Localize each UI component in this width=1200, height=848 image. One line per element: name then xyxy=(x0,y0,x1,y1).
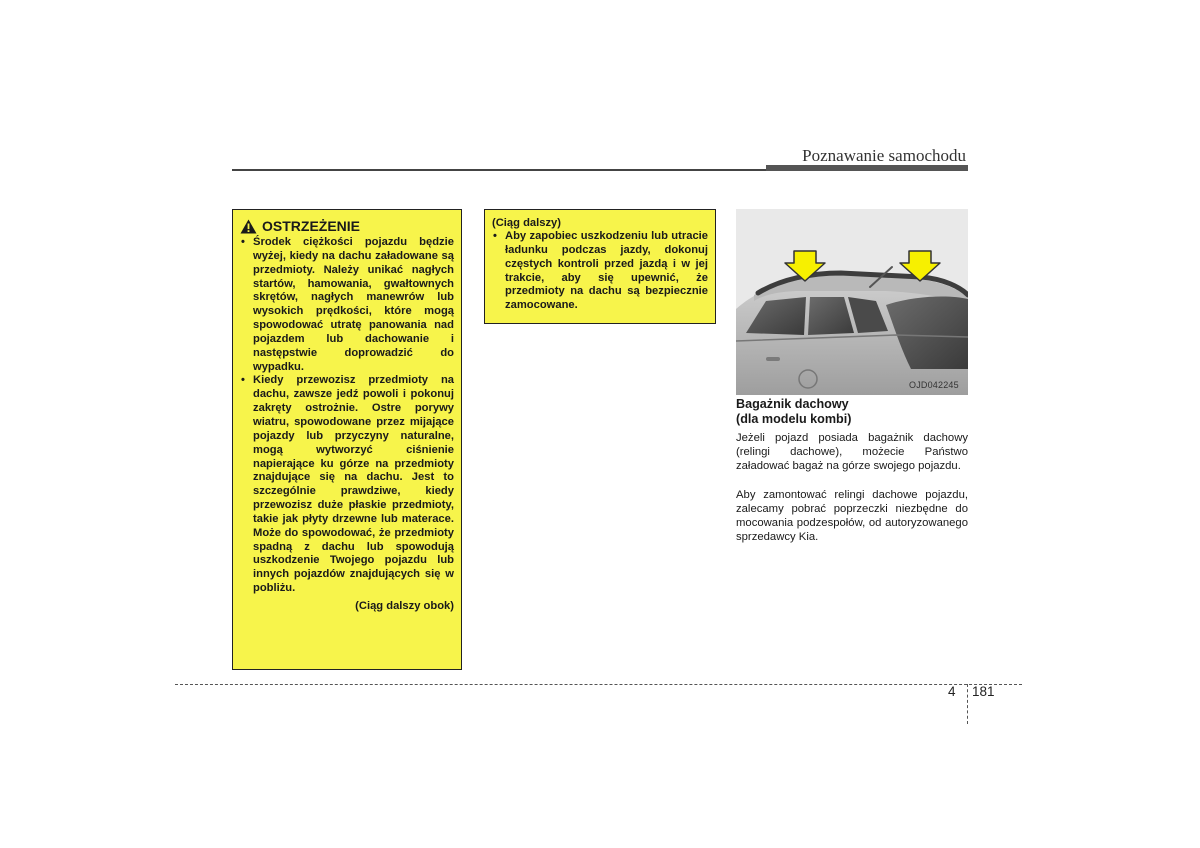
warning-title-text: OSTRZEŻENIE xyxy=(262,218,361,234)
figure-code: OJD042245 xyxy=(909,380,959,390)
warning-bullet: • Środek ciężkości pojazdu będzie wyżej, kiedy na dachu załadowane są przedmioty. Należy unikać nagłych startów, hamowania, gwałtownych skrętów, nagłych manewrów lub wysokich prędkości, które mogą spowodować utratę panowania nad pojazdem lub dachowanie i następstwie doprowadzić do wypadku. xyxy=(240,236,454,374)
continuation-list xyxy=(492,230,708,313)
roof-rack-illustration xyxy=(736,209,968,395)
warning-bullet: • Kiedy przewozisz przedmioty na dachu, zawsze jedź powoli i pokonuj zakręty ostrożnie. Ostre porywy wiatru, spowodowane przez mijające pojazdy lub przyczyny naturalne, mogą wytworzyć ciśnienie napierające ku górze na przedmioty znajdujące się na dachu. Jest to szczególnie prawdziwe, kiedy przewozisz duże płaskie przedmioty, takie jak płyty drzewne lub materace. Może do spowodować, że przedmioty spadną z dachu lub spowodują uszkodzenie Twojego pojazdu lub innych pojazdów znajdujących się w pobliżu. xyxy=(240,374,454,596)
warning-list xyxy=(240,236,454,596)
section-heading xyxy=(736,397,968,427)
section-heading-line: (dla modelu kombi) xyxy=(736,412,852,426)
continuation-bullet: • Aby zapobiec uszkodzeniu lub utracie ładunku podczas jazdy, dokonuj częstych kontroli przed jazdą i w jej trakcie, aby się upewnić, że przedmioty na dachu są bezpiecznie zamocowane. xyxy=(492,230,708,313)
page-number: 181 xyxy=(972,684,995,699)
warning-triangle-icon xyxy=(240,219,257,234)
body-paragraph: Jeżeli pojazd posiada bagażnik dachowy (relingi dachowe), możecie Państwo załadować bagaż na górze swojego pojazdu. xyxy=(736,432,968,472)
section-title: Poznawanie samochodu xyxy=(802,146,966,165)
section-heading-line: Bagażnik dachowy xyxy=(736,397,849,411)
continuation-label: (Ciąg dalszy) xyxy=(492,217,562,229)
warning-continuation-box xyxy=(484,209,716,324)
chapter-number: 4 xyxy=(948,684,956,699)
warning-title xyxy=(240,218,454,234)
body-paragraph: Aby zamontować relingi dachowe pojazdu, zalecamy pobrać poprzeczki niezbędne do mocowania podzespołów, od autoryzowanego sprzedawcy Kia. xyxy=(736,489,968,543)
footer-divider xyxy=(175,684,1022,685)
header-rule-accent xyxy=(766,165,968,171)
continued-note: (Ciąg dalszy obok) xyxy=(355,599,454,612)
warning-box xyxy=(232,209,462,670)
footer-vertical-divider xyxy=(967,684,968,724)
car-roof-illustration xyxy=(736,209,968,395)
header-rule xyxy=(232,169,768,171)
